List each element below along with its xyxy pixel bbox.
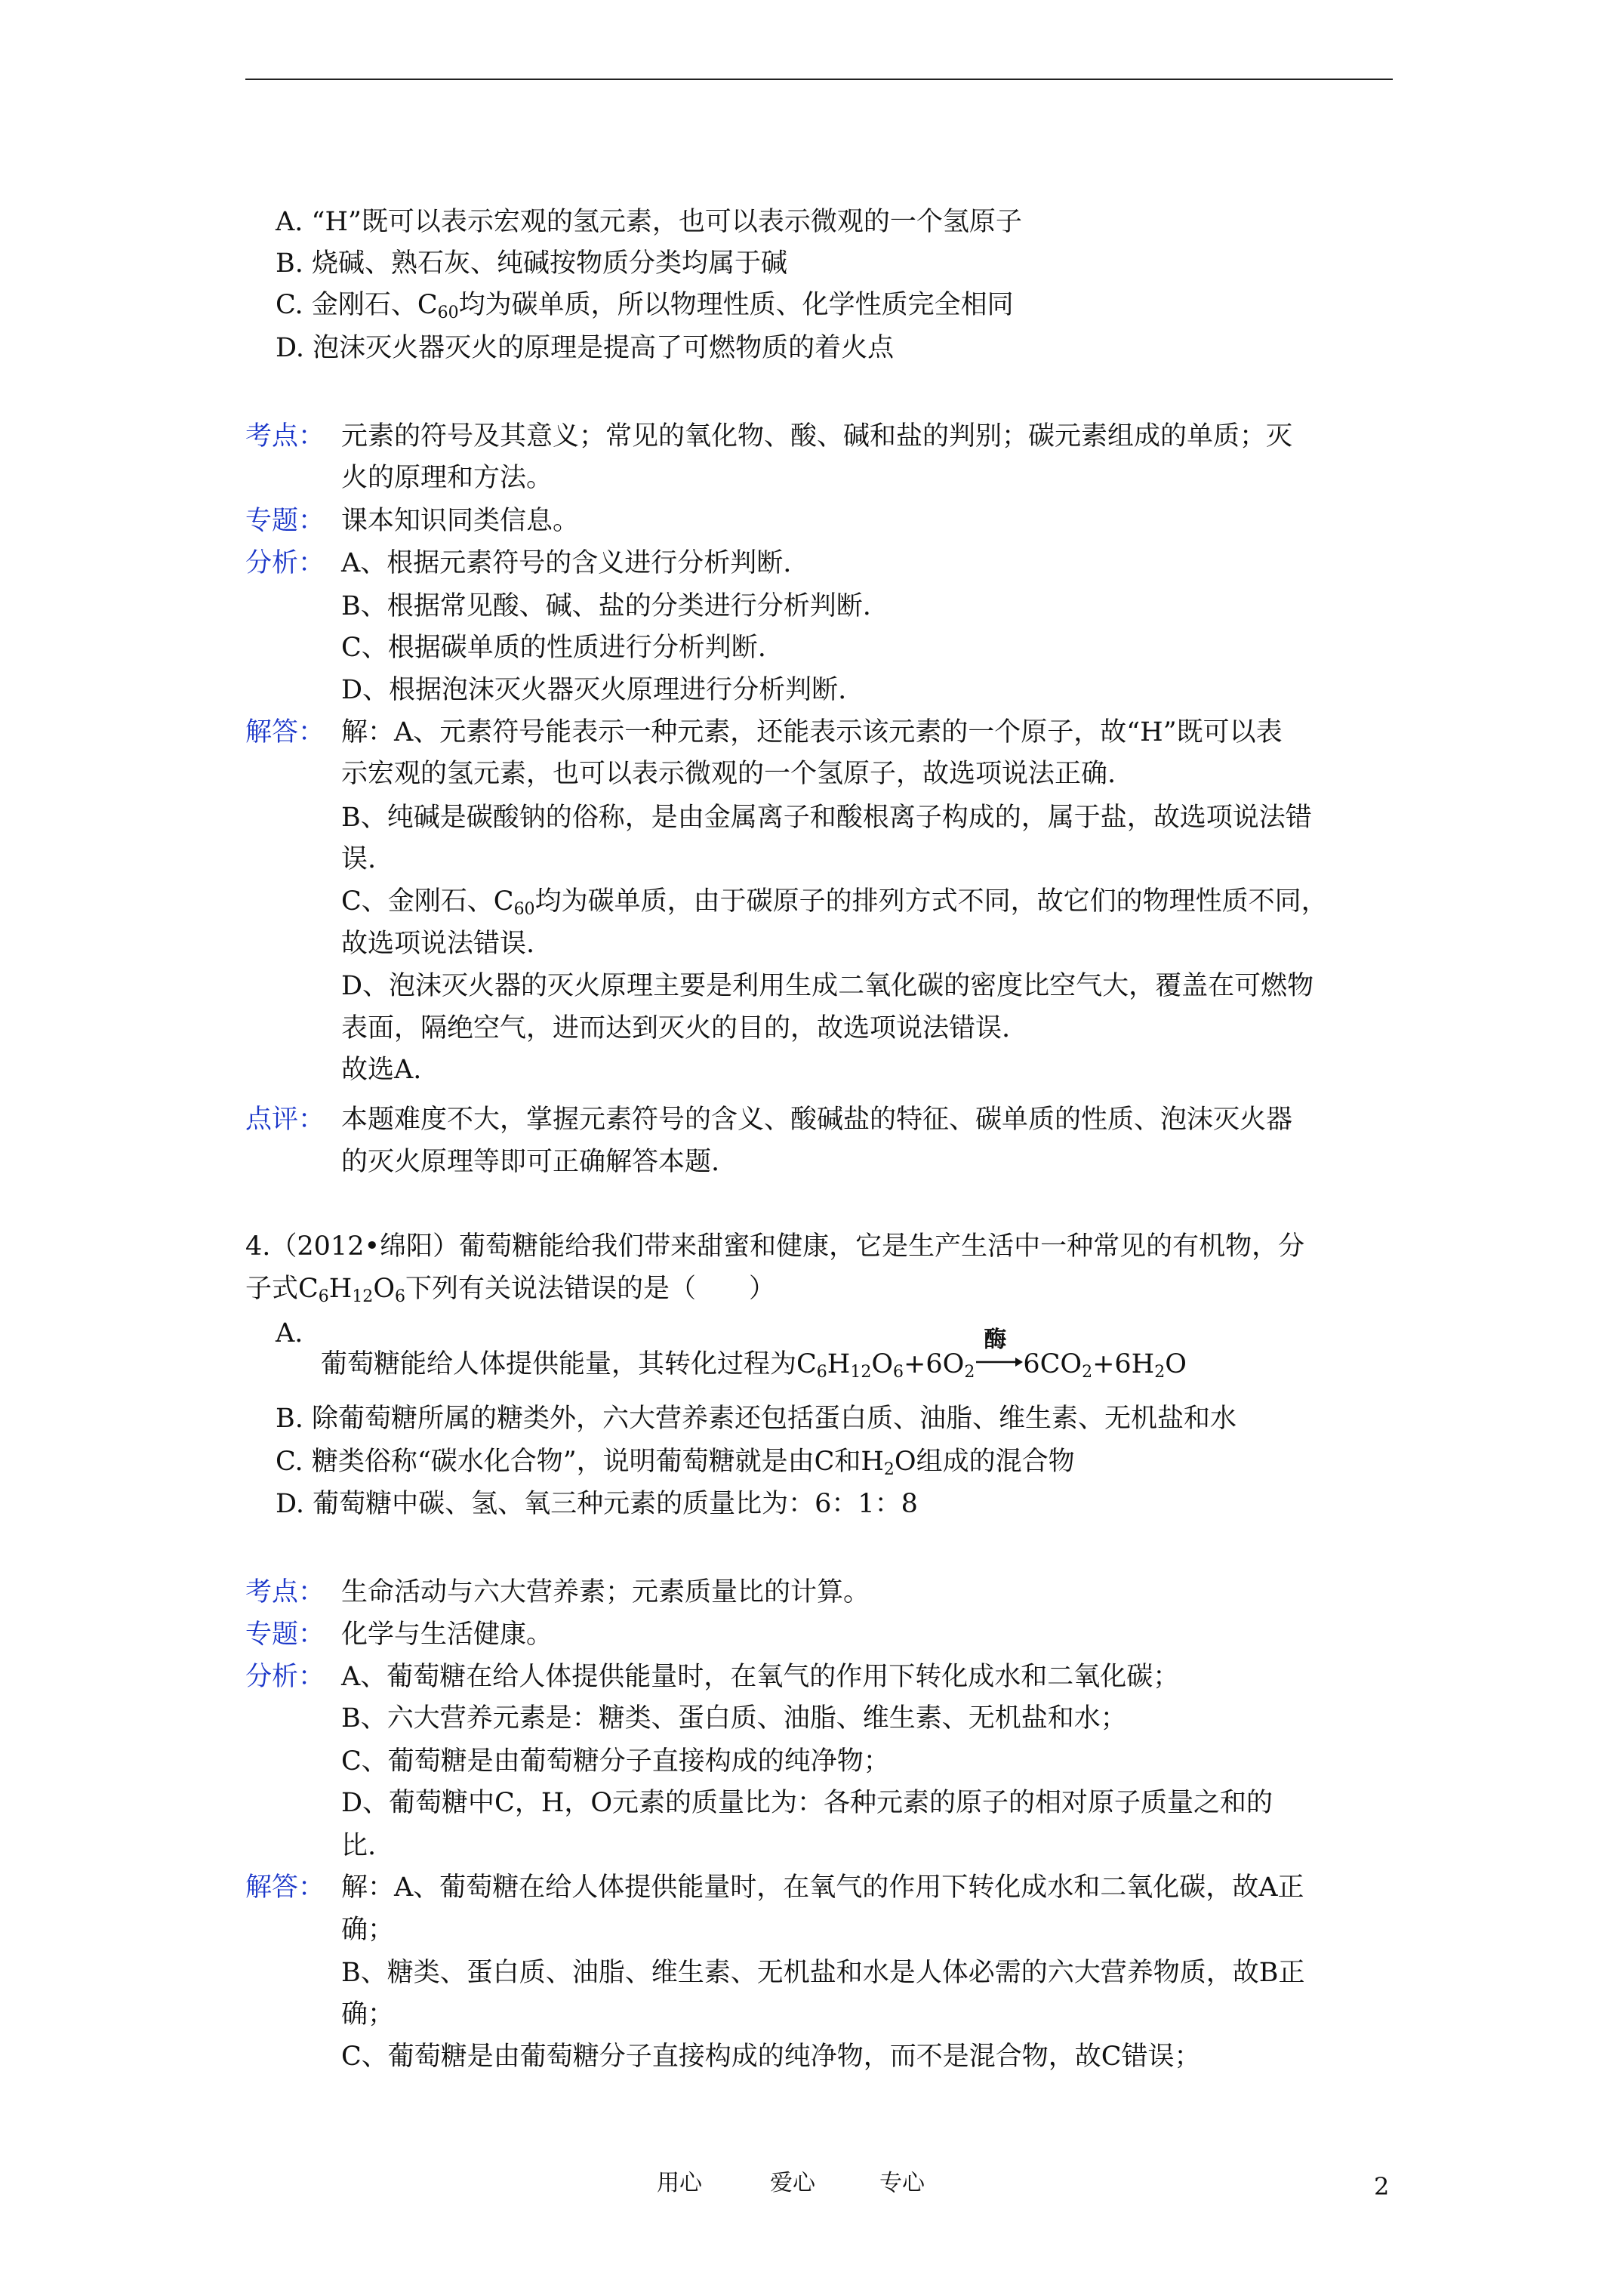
q4-option-b: B. 除葡萄糖所属的糖类外，六大营养素还包括蛋白质、油脂、维生素、无机盐和水 <box>276 1404 1237 1434</box>
q3-fenxi-line: D、根据泡沫灭火器灭火原理进行分析判断. <box>341 675 847 705</box>
q4-jieda-label: 解答： <box>245 1872 325 1903</box>
q3-kaodian-line: 元素的符号及其意义；常见的氧化物、酸、碱和盐的判别；碳元素组成的单质；灭 <box>341 421 1293 451</box>
q4-jieda-line: C、葡萄糖是由葡萄糖分子直接构成的纯净物，而不是混合物，故C错误； <box>341 2042 1201 2072</box>
q3-jieda-line: B、纯碱是碳酸钠的俗称，是由金属离子和酸根离子构成的，属于盐，故选项说法错 <box>341 803 1312 833</box>
q4-option-c: C. 糖类俗称“碳水化合物”，说明葡萄糖就是由C和$H_2O$组成的混合物 <box>276 1447 1075 1479</box>
enzyme-label: 酶 <box>984 1327 1007 1353</box>
q4-kaodian-text: 生命活动与六大营养素；元素质量比的计算。 <box>341 1577 870 1607</box>
q3-jieda-label: 解答： <box>245 717 325 747</box>
q3-fenxi-line: C、根据碳单质的性质进行分析判断. <box>341 633 766 663</box>
footer-text-left: 用心 <box>657 2170 702 2196</box>
q3-option-b: B. 烧碱、熟石灰、纯碱按物质分类均属于碱 <box>276 248 788 279</box>
q3-zhuanti-text: 课本知识同类信息。 <box>341 506 580 536</box>
q3-option-d: D. 泡沫灭火器灭火的原理是提高了可燃物质的着火点 <box>276 333 895 363</box>
q4-fenxi-line: C、葡萄糖是由葡萄糖分子直接构成的纯净物； <box>341 1746 890 1777</box>
q4-fenxi-line: D、葡萄糖中C，H，O元素的质量比为：各种元素的原子的相对原子质量之和的 <box>341 1788 1273 1818</box>
q3-kaodian-label: 考点： <box>245 421 325 451</box>
q3-option-a: A. “H”既可以表示宏观的氢元素，也可以表示微观的一个氢原子 <box>276 207 1022 237</box>
q3-option-c: C. 金刚石、$C_{60}$均为碳单质，所以物理性质、化学性质完全相同 <box>276 290 1014 322</box>
q4-option-a-letter: A. <box>276 1318 303 1348</box>
q3-jieda-line: 误. <box>341 844 377 874</box>
q3-jieda-line: 表面，隔绝空气，进而达到灭火的目的，故选项说法错误. <box>341 1013 1011 1043</box>
q4-zhuanti-text: 化学与生活健康。 <box>341 1620 553 1650</box>
q4-fenxi-line: A、葡萄糖在给人体提供能量时，在氧气的作用下转化成水和二氧化碳； <box>341 1662 1180 1692</box>
q3-dianping-label: 点评： <box>245 1105 325 1135</box>
q3-zhuanti-label: 专题： <box>245 506 325 536</box>
q3-fenxi-line: B、根据常见酸、碱、盐的分类进行分析判断. <box>341 591 871 621</box>
q4-fenxi-label: 分析： <box>245 1662 325 1692</box>
q3-dianping-line: 本题难度不大，掌握元素符号的含义、酸碱盐的特征、碳单质的性质、泡沫灭火器 <box>341 1105 1293 1135</box>
q3-jieda-line: 解：A、元素符号能表示一种元素，还能表示该元素的一个原子，故“H”既可以表 <box>341 717 1283 747</box>
q4-option-d: D. 葡萄糖中碳、氢、氧三种元素的质量比为：6：1：8 <box>276 1489 918 1519</box>
q3-fenxi-label: 分析： <box>245 548 325 578</box>
page-number: 2 <box>1374 2172 1390 2201</box>
reaction-arrow-icon <box>975 1327 1023 1376</box>
q3-jieda-line: C、金刚石、$C_{60}$均为碳单质，由于碳原子的排列方式不同，故它们的物理性质不同， <box>341 886 1328 919</box>
q3-fenxi-line: A、根据元素符号的含义进行分析判断. <box>341 548 792 578</box>
q4-kaodian-label: 考点： <box>245 1577 325 1607</box>
footer-text-mid: 爱心 <box>770 2170 815 2196</box>
q4-jieda-line: 确； <box>341 1999 395 2029</box>
q3-jieda-line: D、泡沫灭火器的灭火原理主要是利用生成二氧化碳的密度比空气大，覆盖在可燃物 <box>341 971 1314 1001</box>
q3-dianping-line: 的灭火原理等即可正确解答本题. <box>341 1147 720 1177</box>
q4-option-a: 葡萄糖能给人体提供能量，其转化过程为$C_6H_{12}O_6+6O_2$ 酶 $6CO_2+6H_2O$ <box>321 1327 1187 1382</box>
q3-kaodian-line: 火的原理和方法。 <box>341 463 553 493</box>
q4-jieda-line: 确； <box>341 1915 395 1945</box>
q4-jieda-line: B、糖类、蛋白质、油脂、维生素、无机盐和水是人体必需的六大营养物质，故B正 <box>341 1958 1305 1988</box>
q3-jieda-line: 故选A. <box>341 1055 422 1085</box>
q4-fenxi-line: B、六大营养元素是：糖类、蛋白质、油脂、维生素、无机盐和水； <box>341 1703 1127 1734</box>
q4-jieda-line: 解：A、葡萄糖在给人体提供能量时，在氧气的作用下转化成水和二氧化碳，故A正 <box>341 1872 1304 1903</box>
header-rule <box>245 79 1393 80</box>
q3-jieda-line: 故选项说法错误. <box>341 929 535 959</box>
q3-jieda-line: 示宏观的氢元素，也可以表示微观的一个氢原子，故选项说法正确. <box>341 759 1116 789</box>
q4-fenxi-line: 比. <box>341 1831 377 1861</box>
footer-text-right: 专心 <box>879 2170 925 2196</box>
q4-stem-line: 4.（2012•绵阳）葡萄糖能给我们带来甜蜜和健康，它是生产生活中一种常见的有机物，分 <box>245 1231 1305 1262</box>
q4-zhuanti-label: 专题： <box>245 1620 325 1650</box>
q4-stem-line: 子式$C_6H_{12}O_6$下列有关说法错误的是（ ） <box>245 1274 776 1306</box>
